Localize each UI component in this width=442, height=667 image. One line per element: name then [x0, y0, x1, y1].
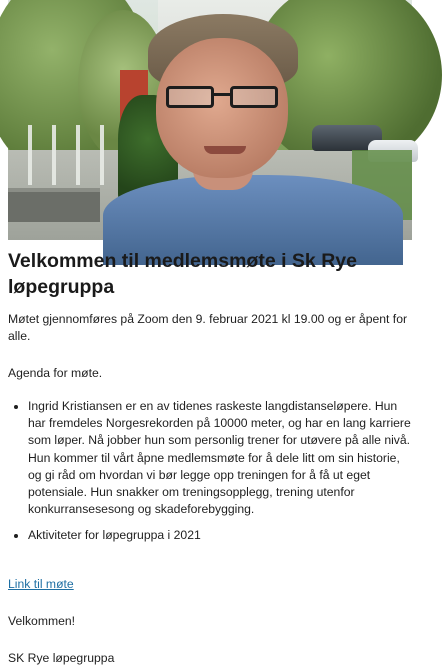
- agenda-item: • Aktiviteter for løpegruppa i 2021: [28, 527, 412, 544]
- intro-text: Møtet gjennomføres på Zoom den 9. februar 2021 kl 19.00 og er åpent for alle.: [8, 312, 408, 343]
- hero-photo: [8, 0, 412, 231]
- signature: SK Rye løpegruppa: [8, 650, 115, 665]
- closing-text: Velkommen!: [8, 613, 76, 628]
- agenda-list: [8, 398, 412, 545]
- article-body: [8, 248, 412, 667]
- meeting-link[interactable]: Link til møte: [8, 576, 74, 591]
- agenda-item: • Ingrid Kristiansen er en av tidenes raskeste langdistanseløpere. Hun har fremdeles Norgesrekorden på 10000 meter, og har en lang karriere som løper. Nå jobber hun som personlig trener for utøvere på alle nivå. Hun kommer til vårt åpne medlemsmøte for å dele litt om sin historie, og gi råd om hvordan vi bør legge opp treningen for å få ut eget potensiale. Hun snakker om treningsopplegg, trening utenfor konkurransesesong og skadeforebygging.: [28, 398, 412, 518]
- page-title: Velkommen til medlemsmøte i Sk Rye løpegruppa: [8, 250, 357, 298]
- agenda-heading: Agenda for møte.: [8, 366, 103, 380]
